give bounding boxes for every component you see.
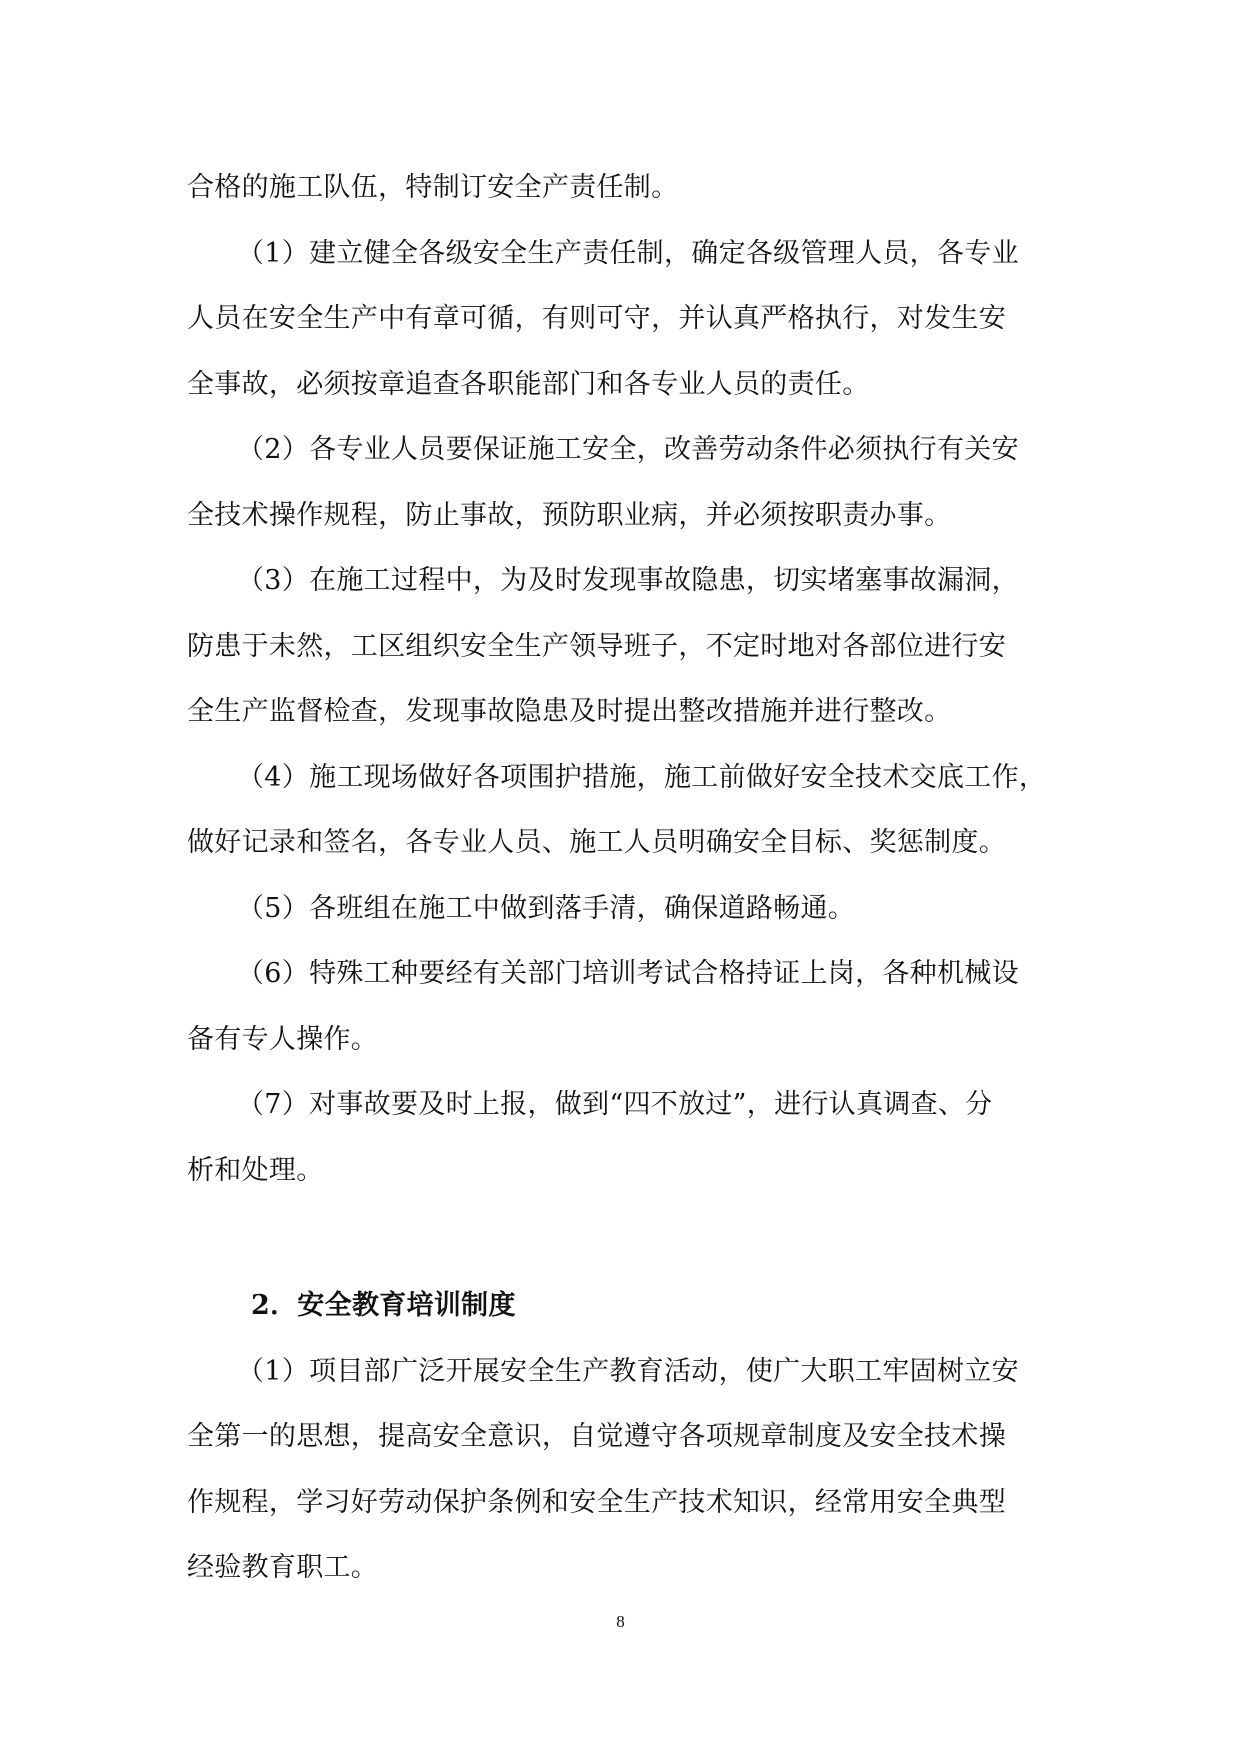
clause-2-line: 全技术操作规程，防止事故，预防职业病，并必须按职责办事。	[187, 499, 952, 531]
document-body	[187, 155, 1059, 1601]
clause-3-line: 全生产监督检查，发现事故隐患及时提出整改措施并进行整改。	[187, 696, 952, 727]
section-heading: 2．安全教育培训制度	[251, 1290, 516, 1321]
clause-4-line: （4）施工现场做好各项围护措施，施工前做好安全技术交底工作，	[237, 761, 1047, 793]
training-clause-1-line: 经验教育职工。	[187, 1552, 379, 1583]
clause-7-line: （7）对事故要及时上报，做到“四不放过”，进行认真调查、分	[237, 1089, 993, 1120]
clause-6-line: （6）特殊工种要经有关部门培训考试合格持证上岗，各种机械设	[237, 958, 1019, 989]
clause-4-line: 做好记录和签名，各专业人员、施工人员明确安全目标、奖惩制度。	[187, 827, 1006, 858]
clause-1-line: 人员在安全生产中有章可循，有则可守，并认真严格执行，对发生安	[187, 303, 1006, 334]
training-clause-1-line: 全第一的思想，提高安全意识，自觉遵守各项规章制度及安全技术操	[187, 1421, 1006, 1452]
section-spacer	[187, 1203, 1059, 1273]
training-clause-1-line: 作规程，学习好劳动保护条例和安全生产技术知识，经常用安全典型	[187, 1486, 1006, 1518]
clause-7-line: 析和处理。	[187, 1154, 324, 1186]
clause-1-line: （1）建立健全各级安全生产责任制，确定各级管理人员，各专业	[237, 237, 1019, 269]
clause-3-line: （3）在施工过程中，为及时发现事故隐患，切实堵塞事故漏洞，	[237, 565, 1019, 596]
clause-1-line: 全事故，必须按章追查各职能部门和各专业人员的责任。	[187, 368, 870, 400]
clause-2-line: （2）各专业人员要保证施工安全，改善劳动条件必须执行有关安	[237, 434, 1019, 465]
clause-5-line: （5）各班组在施工中做到落手清，确保道路畅通。	[237, 892, 856, 924]
paragraph-line: 合格的施工队伍，特制订安全产责任制。	[187, 172, 679, 203]
training-clause-1-line: （1）项目部广泛开展安全生产教育活动，使广大职工牢固树立安	[237, 1355, 1019, 1387]
clause-6-line: 备有专人操作。	[187, 1023, 379, 1055]
page-number: 8	[616, 1612, 625, 1631]
clause-3-line: 防患于未然，工区组织安全生产领导班子，不定时地对各部位进行安	[187, 630, 1006, 662]
